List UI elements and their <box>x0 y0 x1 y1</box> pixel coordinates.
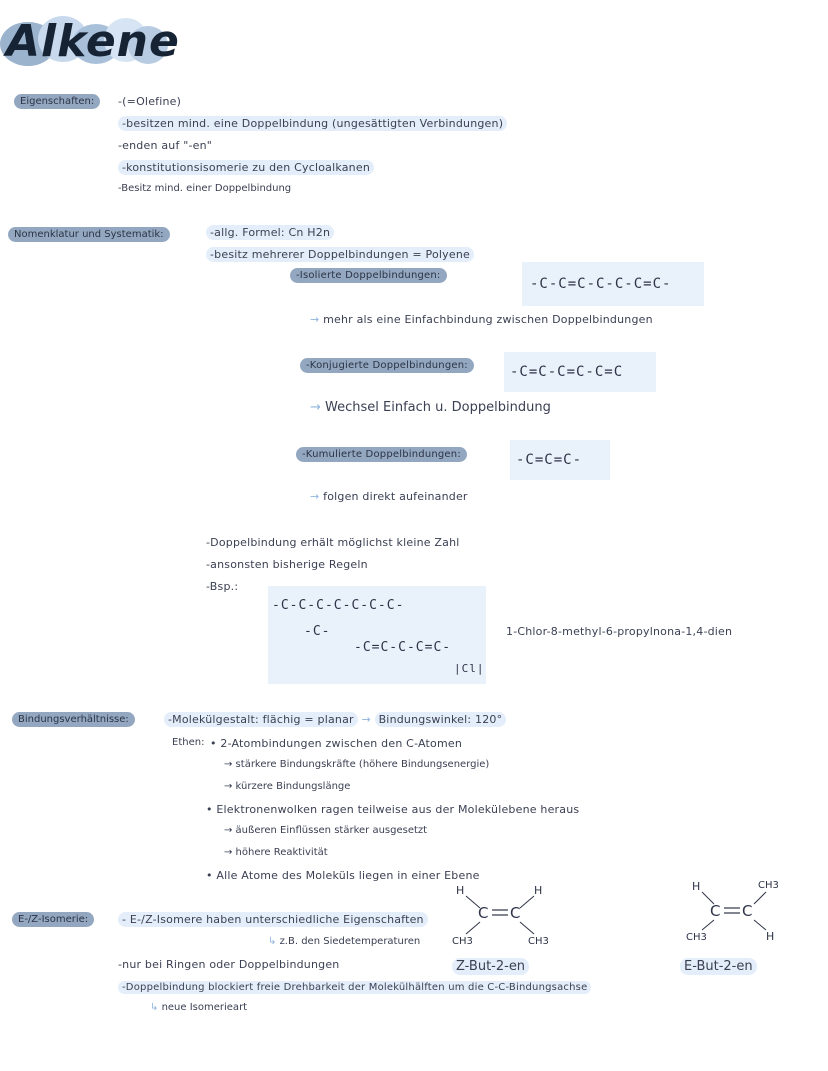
atom-ch3: CH3 <box>686 932 707 943</box>
bindung-point-1: • 2-Atombindungen zwischen den C-Atomen <box>210 737 463 750</box>
arrow-right-icon: → <box>310 313 324 326</box>
return-arrow-icon: ↳ <box>268 936 280 947</box>
atom-ch3: CH3 <box>452 936 473 947</box>
regel-3: -Bsp.: <box>206 580 239 593</box>
nomenklatur-label: Nomenklatur und Systematik: <box>8 227 170 242</box>
isolierte-label: -Isolierte Doppelbindungen: <box>290 268 447 281</box>
atom-h: H <box>456 884 465 897</box>
eigenschaften-line-2: -besitzen mind. eine Doppelbindung (ungesättigten Verbindungen) <box>118 117 507 130</box>
ez-line-4: -Doppelbindung blockiert freie Drehbarkeit der Molekülhälften um die C-C-Bindungsachse <box>118 980 591 993</box>
z-name: Z-But-2-en <box>452 959 529 974</box>
bindung-point-2: → stärkere Bindungskräfte (höhere Bindungsenergie) <box>224 759 490 770</box>
konjugierte-formula: -C=C-C=C-C=C <box>510 364 624 380</box>
ez-line-1: - E-/Z-Isomere haben unterschiedliche Eigenschaften <box>118 913 428 926</box>
atom-ch3: CH3 <box>758 880 779 891</box>
bindung-point-5: → äußeren Einflüssen stärker ausgesetzt <box>224 825 428 836</box>
isolierte-note: → mehr als eine Einfachbindung zwischen Doppelbindungen <box>310 313 653 326</box>
beispiel-cl: |Cl| <box>454 662 485 675</box>
atom-h: H <box>766 930 775 943</box>
regel-1: -Doppelbindung erhält möglichst kleine Zahl <box>206 536 460 549</box>
kumulierte-formula: -C=C=C- <box>516 452 583 468</box>
return-arrow-icon: ↳ <box>150 1002 162 1013</box>
eigenschaften-line-1: -(=Olefine) <box>118 95 182 108</box>
arrow-right-icon: → <box>361 713 371 726</box>
ez-line-2: ↳ z.B. den Siedetemperaturen <box>268 936 421 947</box>
kumulierte-note: → folgen direkt aufeinander <box>310 490 468 503</box>
ez-label: E-/Z-Isomerie: <box>12 912 94 927</box>
bindung-point-7: • Alle Atome des Moleküls liegen in einer Ebene <box>206 869 480 882</box>
bindung-label: Bindungsverhältnisse: <box>12 712 135 727</box>
bindung-point-4: • Elektronenwolken ragen teilweise aus der Molekülebene heraus <box>206 803 580 816</box>
beispiel-row-2: -C=C-C-C=C- <box>354 640 452 655</box>
regel-2: -ansonsten bisherige Regeln <box>206 558 368 571</box>
arrow-right-icon: → <box>310 400 326 415</box>
ez-line-3: -nur bei Ringen oder Doppelbindungen <box>118 958 340 971</box>
e-but-2-en-structure <box>680 874 792 946</box>
atom-c: C <box>478 904 489 922</box>
beispiel-row-1: -C-C-C-C-C-C-C- <box>272 598 405 613</box>
atom-c: C <box>742 902 753 920</box>
konjugierte-label: -Konjugierte Doppelbindungen: <box>300 358 474 371</box>
eigenschaften-label: Eigenschaften: <box>14 94 100 109</box>
eigenschaften-line-5: -Besitz mind. einer Doppelbindung <box>118 183 292 194</box>
eigenschaften-line-4: -konstitutionsisomerie zu den Cycloalkanen <box>118 161 374 174</box>
beispiel-name: 1-Chlor-8-methyl-6-propylnona-1,4-dien <box>506 625 733 638</box>
ez-line-5: ↳ neue Isomerieart <box>150 1002 248 1013</box>
beispiel-branch: -C- <box>304 624 331 639</box>
isolierte-formula: -C-C=C-C-C-C=C- <box>530 276 672 292</box>
eigenschaften-line-3: -enden auf "-en" <box>118 139 213 152</box>
atom-c: C <box>510 904 521 922</box>
kumulierte-label: -Kumulierte Doppelbindungen: <box>296 447 467 460</box>
atom-c: C <box>710 902 721 920</box>
polyene-line: -besitz mehrerer Doppelbindungen = Polyene <box>206 248 474 261</box>
molekuel-gestalt: -Molekülgestalt: flächig = planar → Bindungswinkel: 120° <box>164 713 506 726</box>
bindung-point-3: → kürzere Bindungslänge <box>224 781 351 792</box>
konjugierte-note: → Wechsel Einfach u. Doppelbindung <box>310 400 551 415</box>
ethen-label: Ethen: <box>172 737 205 748</box>
atom-ch3: CH3 <box>528 936 549 947</box>
z-but-2-en-structure <box>446 880 556 950</box>
atom-h: H <box>534 884 543 897</box>
page-title: Alkene <box>6 16 180 67</box>
bindung-point-6: → höhere Reaktivität <box>224 847 328 858</box>
allg-formel: -allg. Formel: Cn H2n <box>206 226 334 239</box>
arrow-right-icon: → <box>310 490 324 503</box>
e-name: E-But-2-en <box>680 959 757 974</box>
atom-h: H <box>692 880 701 893</box>
